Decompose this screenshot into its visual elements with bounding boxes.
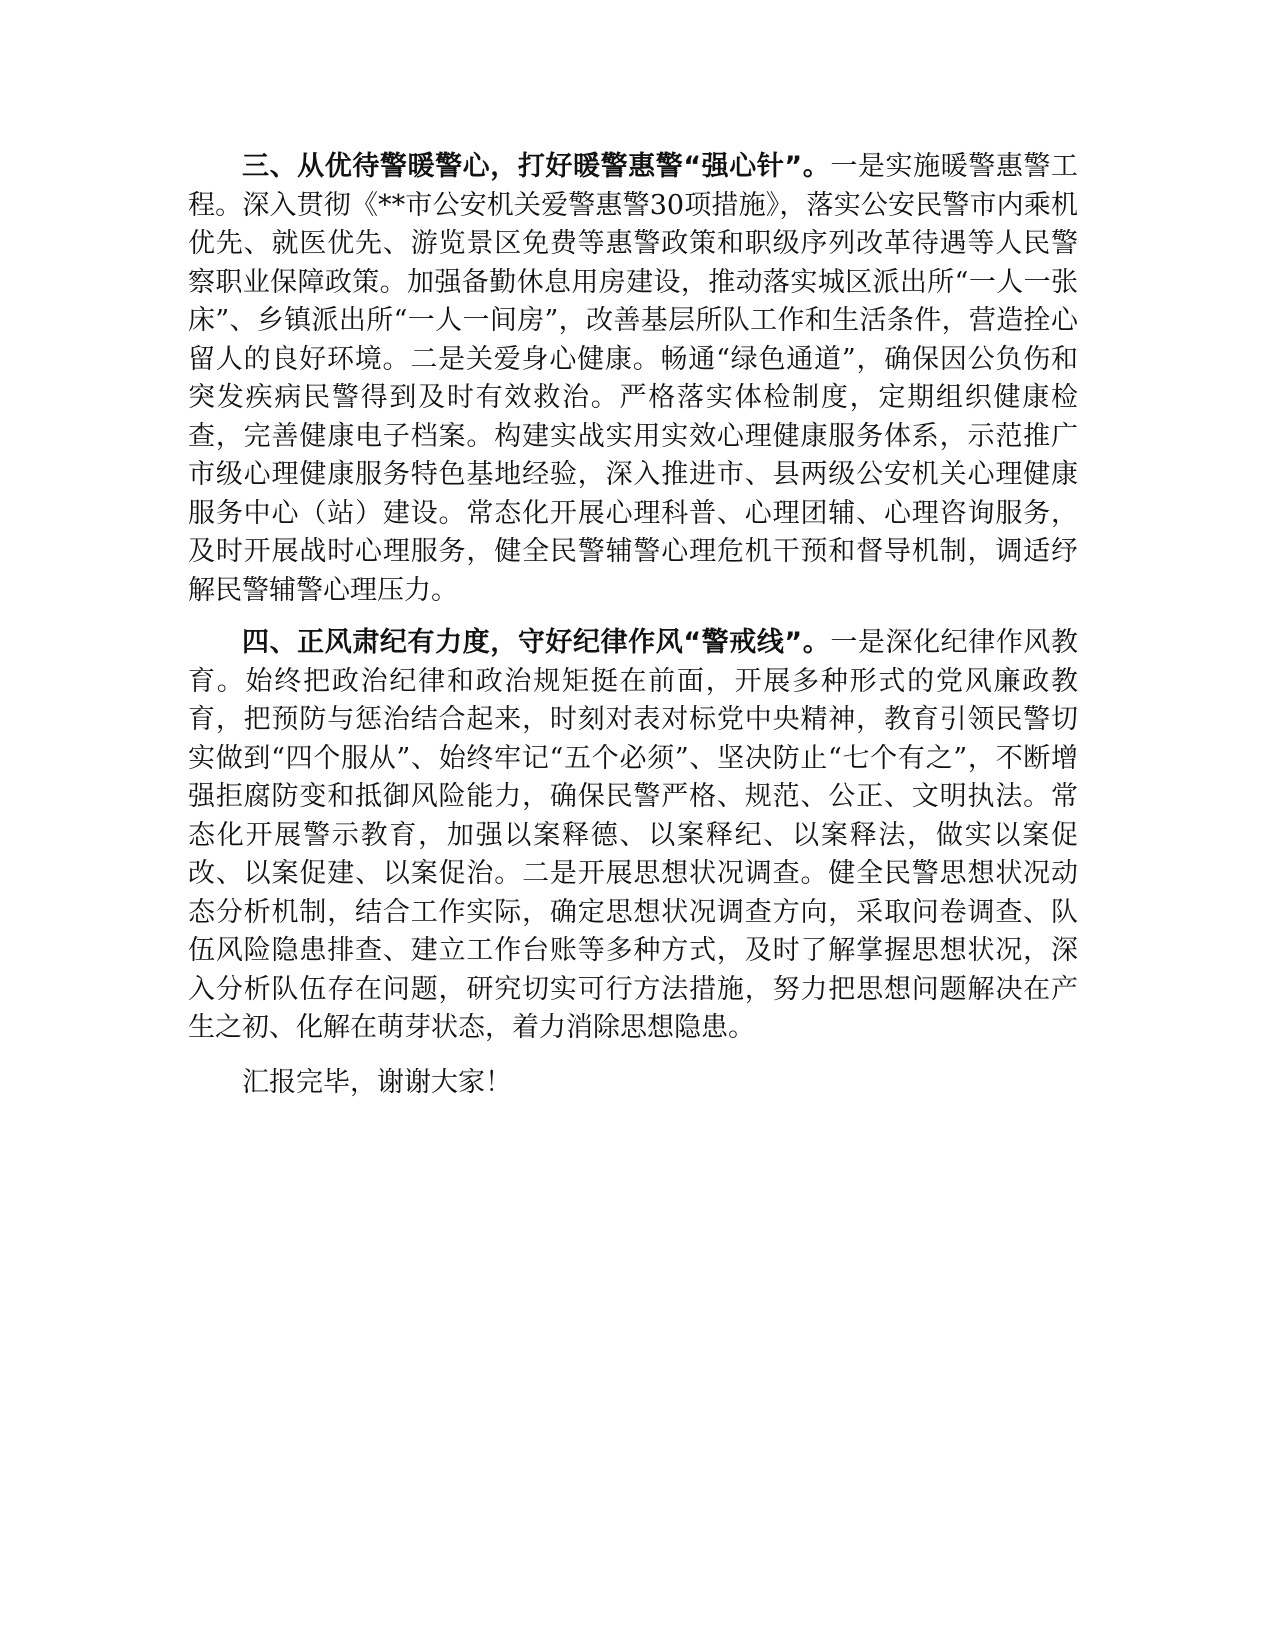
document-body bbox=[188, 148, 1078, 1116]
section-three-paragraph bbox=[188, 148, 1078, 610]
section-three-heading: 三、从优待警暖警心，打好暖警惠警“强心针”。 bbox=[242, 151, 831, 182]
closing-remark: 汇报完毕，谢谢大家！ bbox=[242, 1066, 512, 1098]
section-three-text: 一是实施暖警惠警工程。深入贯彻《**市公安机关爱警惠警30项措施》，落实公安民警市内乘机优先、就医优先、游览景区免费等惠警政策和职级序列改革待遇等人民警察职业保障政策。加强备勤休息用房建设，推动落实城区派出所“一人一张床”、乡镇派出所“一人一间房”，改善基层所队工作和生活条件，营造拴心留人的良好环境。二是关爱身心健康。畅通“绿色通道”，确保因公负伤和突发疾病民警得到及时有效救治。严格落实体检制度，定期组织健康检查，完善健康电子档案。构建实战实用实效心理健康服务体系，示范推广市级心理健康服务特色基地经验，深入推进市、县两级公安机关心理健康服务中心（站）建设。常态化开展心理科普、心理团辅、心理咨询服务，及时开展战时心理服务，健全民警辅警心理危机干预和督导机制，调适纾解民警辅警心理压力。 bbox=[188, 151, 1078, 606]
section-four-text: 一是深化纪律作风教育。始终把政治纪律和政治规矩挺在前面，开展多种形式的党风廉政教育，把预防与惩治结合起来，时刻对表对标党中央精神，教育引领民警切实做到“四个服从”、始终牢记“五个必须”、坚决防止“七个有之”，不断增强拒腐防变和抵御风险能力，确保民警严格、规范、公正、文明执法。常态化开展警示教育，加强以案释德、以案释纪、以案释法，做实以案促改、以案促建、以案促治。二是开展思想状况调查。健全民警思想状况动态分析机制，结合工作实际，确定思想状况调查方向，采取问卷调查、队伍风险隐患排查、建立工作台账等多种方式，及时了解掌握思想状况，深入分析队伍存在问题，研究切实可行方法措施，努力把思想问题解决在产生之初、化解在萌芽状态，着力消除思想隐患。 bbox=[188, 627, 1078, 1043]
section-four-paragraph bbox=[188, 624, 1078, 1048]
section-four-heading: 四、正风肃纪有力度，守好纪律作风“警戒线”。 bbox=[242, 627, 831, 658]
